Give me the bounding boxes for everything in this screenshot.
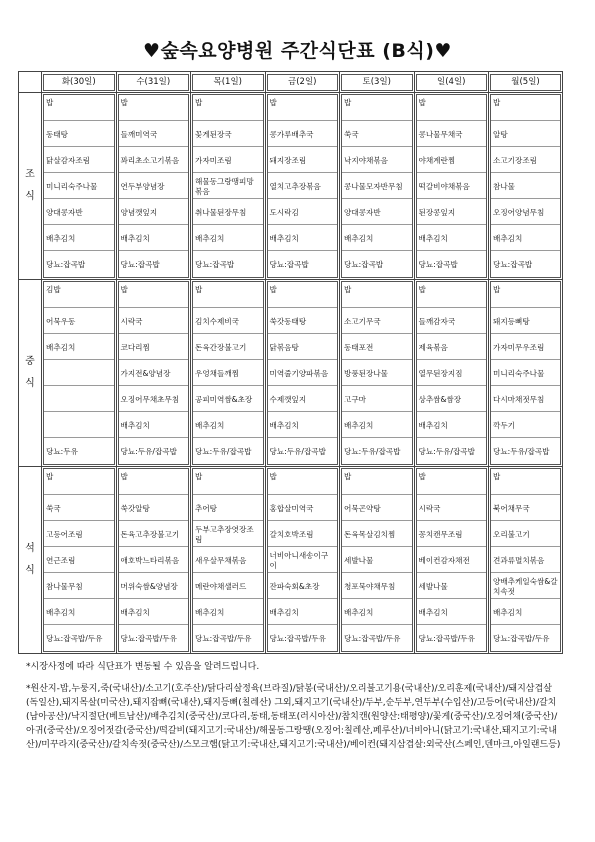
menu-item: 배추김치 <box>268 225 338 251</box>
menu-item: 오리불고기 <box>491 521 560 547</box>
day-header <box>414 72 489 93</box>
menu-item: 밥 <box>491 469 560 495</box>
menu-item: 어묵우동 <box>44 308 114 334</box>
menu-item: 애호박느타리볶음 <box>119 547 189 573</box>
meal-label-char: 조 <box>25 169 35 180</box>
menu-item: 소고기무국 <box>342 308 412 334</box>
menu-item: 시락국 <box>119 308 189 334</box>
menu-item: 당뇨:잡곡밥 <box>195 260 235 270</box>
menu-item: 당뇨:잡곡밥/두유 <box>493 634 550 644</box>
menu-item: 당뇨:잡곡밥 <box>120 260 160 270</box>
origin-info: *원산지-밥,누룽지,죽(국내산)/소고기(호주산)/닭다리살정육(브라질)/닭봉(국내산)/오리불고기용(국내산)/오리훈제(국내산)/돼지삼겹살(독일산),돼지목살(미국산),돼지잡뼈(국내산),돼지등뼈(칠레산) 그외,돼지고기(국내산)/두부,순두부,연두부(수입산)/고등어(국내산)/갈치(남아공산)/낙지절단(베트남산)/배추김치(중국산)/코다리,동태,동태포(러시아산)/참치캔(원양산:태평양)/꽃게(중국산)/오징어채(중국산)/아귀(중국산)/오징어젓갈(중국산)/떡갈비(돼지고기:국내산)/해물동그랑땡(오징어:칠레산,페루산)/너비아니(닭고기:국내산,돼지고기:국내산)/미꾸라지(중국산)/갈치속젓(중국산)/스모크햄(닭고기:국내산,돼지고기:국내산)/베이컨(돼지삼겹살:외국산(스페인,덴마크,아일랜드등) <box>26 684 561 750</box>
menu-item: 된장콩잎지 <box>417 199 487 225</box>
day-menu-cell <box>191 467 266 654</box>
day-menu-cell <box>116 467 191 654</box>
meal-label-char: 식 <box>25 378 35 389</box>
menu-item-list <box>118 94 190 278</box>
menu-item: 배추김치 <box>268 412 338 438</box>
menu-item: 배추김치 <box>193 412 263 438</box>
menu-item: 콩나물모자반무침 <box>342 173 412 199</box>
menu-item: 당뇨:두유/잡곡밥 <box>344 447 401 457</box>
menu-item: 배추김치 <box>119 225 189 251</box>
menu-item: 밥 <box>193 95 263 121</box>
menu-item: 해물동그랑땡피망볶음 <box>193 173 263 199</box>
menu-item: 참나물 <box>491 173 560 199</box>
menu-item-list <box>416 94 488 278</box>
menu-item: 밥 <box>268 95 338 121</box>
menu-item: 밥 <box>417 95 487 121</box>
menu-item: 당뇨:두유/잡곡밥 <box>195 447 252 457</box>
menu-item: 당뇨:잡곡밥/두유 <box>120 634 177 644</box>
day-menu-cell <box>340 93 415 280</box>
day-menu-cell <box>489 280 563 467</box>
day-menu-cell <box>489 467 563 654</box>
menu-item: 닭살감자조림 <box>44 147 114 173</box>
menu-item: 동태탕 <box>44 121 114 147</box>
menu-item: 돈육고추장불고기 <box>119 521 189 547</box>
menu-item: 열무된장지짐 <box>417 360 487 386</box>
menu-item: 당뇨:두유 <box>46 447 78 457</box>
menu-item: 배추김치 <box>342 225 412 251</box>
menu-item: 오징어무채초무침 <box>119 386 189 412</box>
menu-item <box>44 412 114 438</box>
menu-item <box>44 360 114 386</box>
menu-item: 우엉채들깨찜 <box>193 360 263 386</box>
day-menu-cell <box>42 93 117 280</box>
menu-item: 가자미무우조림 <box>491 334 560 360</box>
menu-item-list <box>43 94 115 278</box>
menu-item: 들깨미역국 <box>119 121 189 147</box>
menu-item: 밥 <box>193 282 263 308</box>
menu-item: 쑥갓동태탕 <box>268 308 338 334</box>
day-header <box>116 72 191 93</box>
meal-row <box>19 280 563 467</box>
menu-item: 돈육목살김치찜 <box>342 521 412 547</box>
menu-item-list <box>341 468 413 652</box>
menu-item: 참나물무침 <box>44 573 114 599</box>
day-header <box>489 72 563 93</box>
menu-item-list <box>118 468 190 652</box>
menu-item: 연두부양념장 <box>119 173 189 199</box>
menu-item-list <box>416 281 488 465</box>
day-header <box>191 72 266 93</box>
menu-item: 닭볶음탕 <box>268 334 338 360</box>
menu-item-list <box>490 94 561 278</box>
meal-label <box>19 93 42 280</box>
menu-item: 김밥 <box>44 282 114 308</box>
day-menu-cell <box>414 467 489 654</box>
menu-item: 쑥갓알탕 <box>119 495 189 521</box>
menu-item: 취나물된장무침 <box>193 199 263 225</box>
menu-item: 갈치호박조림 <box>268 521 338 547</box>
menu-item: 연근조림 <box>44 547 114 573</box>
menu-item: 오징어양념무침 <box>491 199 560 225</box>
menu-item: 열치고추장볶음 <box>268 173 338 199</box>
menu-item: 돼지장조림 <box>268 147 338 173</box>
menu-item: 당뇨:두유/잡곡밥 <box>493 447 550 457</box>
day-menu-cell <box>265 93 340 280</box>
menu-item: 제육볶음 <box>417 334 487 360</box>
menu-item: 당뇨:잡곡밥 <box>344 260 384 270</box>
menu-item: 밥 <box>342 95 412 121</box>
menu-item: 쑥국 <box>44 495 114 521</box>
menu-item: 밥 <box>491 282 560 308</box>
menu-item-list <box>341 94 413 278</box>
menu-item: 당뇨:잡곡밥/두유 <box>344 634 401 644</box>
menu-item: 떡갈비야채볶음 <box>417 173 487 199</box>
menu-item: 양대콩자반 <box>44 199 114 225</box>
menu-item: 밥 <box>119 282 189 308</box>
menu-item-list <box>267 94 339 278</box>
day-menu-cell <box>489 93 563 280</box>
meal-label-char: 식 <box>25 191 35 202</box>
menu-item: 홍합살미역국 <box>268 495 338 521</box>
menu-item: 당뇨:잡곡밥 <box>418 260 458 270</box>
meal-row <box>19 467 563 654</box>
menu-item: 두부고추장엿장조림 <box>193 521 263 547</box>
menu-item: 배추김치 <box>119 599 189 625</box>
menu-item: 낙지야채볶음 <box>342 147 412 173</box>
day-label: 금(2일) <box>267 74 339 91</box>
menu-item: 쑥국 <box>342 121 412 147</box>
menu-item: 밥 <box>268 469 338 495</box>
menu-item-list <box>490 468 561 652</box>
menu-item: 어묵곤약탕 <box>342 495 412 521</box>
menu-item: 꽁치캔무조림 <box>417 521 487 547</box>
menu-item: 배추김치 <box>193 599 263 625</box>
menu-item: 잔파숙회&초장 <box>268 573 338 599</box>
menu-item: 너비아니새송이구이 <box>268 547 338 573</box>
menu-item: 견과류멸치볶음 <box>491 547 560 573</box>
menu-item: 고구마 <box>342 386 412 412</box>
menu-item: 동태포전 <box>342 334 412 360</box>
menu-item: 밥 <box>44 469 114 495</box>
menu-item: 밥 <box>119 95 189 121</box>
page-title: ♥숲속요양병원 주간식단표 (B식)♥ <box>143 40 452 62</box>
menu-item: 세발나물 <box>417 573 487 599</box>
menu-item: 콩나물무채국 <box>417 121 487 147</box>
menu-item: 밥 <box>119 469 189 495</box>
menu-item: 당뇨:잡곡밥 <box>269 260 309 270</box>
day-label: 일(4일) <box>416 74 488 91</box>
day-menu-cell <box>42 280 117 467</box>
day-label: 월(5일) <box>490 74 561 91</box>
menu-item: 상추쌈&쌈장 <box>417 386 487 412</box>
menu-item: 밥 <box>491 95 560 121</box>
menu-item: 배추김치 <box>44 334 114 360</box>
menu-item: 청포묵야채무침 <box>342 573 412 599</box>
day-menu-cell <box>116 93 191 280</box>
menu-item: 코다리찜 <box>119 334 189 360</box>
menu-item-list <box>43 281 115 465</box>
day-menu-cell <box>340 280 415 467</box>
menu-item-list <box>267 468 339 652</box>
menu-item: 꽃게된장국 <box>193 121 263 147</box>
menu-item: 당뇨:두유/잡곡밥 <box>418 447 475 457</box>
corner-cell <box>19 72 42 93</box>
day-menu-cell <box>265 467 340 654</box>
menu-item: 배추김치 <box>44 599 114 625</box>
menu-item: 시락국 <box>417 495 487 521</box>
menu-item: 가자미조림 <box>193 147 263 173</box>
menu-item: 돈육간장불고기 <box>193 334 263 360</box>
day-menu-cell <box>340 467 415 654</box>
menu-item: 도시락김 <box>268 199 338 225</box>
day-menu-cell <box>414 280 489 467</box>
menu-item: 다시마채젓무침 <box>491 386 560 412</box>
menu-item: 수제깻잎지 <box>268 386 338 412</box>
menu-item: 배추김치 <box>417 412 487 438</box>
menu-item-list <box>341 281 413 465</box>
meal-label <box>19 467 42 654</box>
menu-item: 들깨감자국 <box>417 308 487 334</box>
weekly-menu-table <box>18 71 563 654</box>
menu-item: 배추김치 <box>119 412 189 438</box>
menu-item: 돼지등뼈탕 <box>491 308 560 334</box>
menu-item: 밥 <box>417 469 487 495</box>
meal-label-char: 중 <box>25 356 35 367</box>
menu-item: 밥 <box>44 95 114 121</box>
menu-item: 당뇨:잡곡밥 <box>493 260 533 270</box>
menu-item: 당뇨:잡곡밥 <box>46 260 86 270</box>
menu-item: 공피미역쌈&초장 <box>193 386 263 412</box>
menu-item: 미니리숙주나물 <box>44 173 114 199</box>
menu-item: 새우살무채볶음 <box>193 547 263 573</box>
day-menu-cell <box>265 280 340 467</box>
menu-item-list <box>192 468 264 652</box>
menu-item: 배추김치 <box>491 225 560 251</box>
menu-item: 당뇨:잡곡밥/두유 <box>195 634 252 644</box>
menu-item: 추어탕 <box>193 495 263 521</box>
day-label: 수(31일) <box>118 74 190 91</box>
meal-label-char: 석 <box>25 543 35 554</box>
day-header <box>340 72 415 93</box>
day-header-row <box>19 72 563 93</box>
day-label: 화(30일) <box>43 74 115 91</box>
menu-item: 밥 <box>417 282 487 308</box>
menu-item-list <box>192 94 264 278</box>
menu-item: 가지전&양념장 <box>119 360 189 386</box>
menu-item-list <box>490 281 561 465</box>
day-menu-cell <box>42 467 117 654</box>
day-menu-cell <box>414 93 489 280</box>
menu-item: 배추김치 <box>44 225 114 251</box>
menu-item: 머위숙쌈&양념장 <box>119 573 189 599</box>
menu-item: 미역줄기양파볶음 <box>268 360 338 386</box>
day-label: 토(3일) <box>341 74 413 91</box>
menu-item: 배추김치 <box>268 599 338 625</box>
menu-item: 미니리숙주나물 <box>491 360 560 386</box>
day-menu-cell <box>116 280 191 467</box>
menu-item: 배추김치 <box>342 599 412 625</box>
menu-item-list <box>416 468 488 652</box>
menu-item-list <box>43 468 115 652</box>
change-notice: *시장사정에 따라 식단표가 변동될 수 있음을 알려드립니다. <box>26 662 260 672</box>
menu-item <box>44 386 114 412</box>
meal-label-char: 식 <box>25 565 35 576</box>
menu-item: 양대콩자반 <box>342 199 412 225</box>
menu-item: 세발나물 <box>342 547 412 573</box>
menu-item: 당뇨:잡곡밥/두유 <box>418 634 475 644</box>
menu-item: 알탕 <box>491 121 560 147</box>
menu-item: 당뇨:잡곡밥/두유 <box>46 634 103 644</box>
day-header <box>265 72 340 93</box>
menu-item: 메란야채샐러드 <box>193 573 263 599</box>
day-label: 목(1일) <box>192 74 264 91</box>
menu-item: 배추김치 <box>417 225 487 251</box>
menu-item: 밥 <box>342 469 412 495</box>
menu-item: 밥 <box>342 282 412 308</box>
day-header <box>42 72 117 93</box>
menu-item: 배추김치 <box>417 599 487 625</box>
menu-item: 배추김치 <box>342 412 412 438</box>
menu-item: 배추김치 <box>193 225 263 251</box>
day-menu-cell <box>191 93 266 280</box>
day-menu-cell <box>191 280 266 467</box>
menu-item: 김치수제비국 <box>193 308 263 334</box>
menu-item-list <box>118 281 190 465</box>
menu-item-list <box>192 281 264 465</box>
menu-item: 베이컨감자채전 <box>417 547 487 573</box>
menu-item: 당뇨:두유/잡곡밥 <box>269 447 326 457</box>
menu-item: 밥 <box>268 282 338 308</box>
menu-item: 배추김치 <box>491 599 560 625</box>
meal-label <box>19 280 42 467</box>
meal-row <box>19 93 563 280</box>
menu-item: 콩가루배추국 <box>268 121 338 147</box>
menu-item: 양념깻잎지 <box>119 199 189 225</box>
menu-item: 방풍된장나물 <box>342 360 412 386</box>
menu-item: 당뇨:잡곡밥/두유 <box>269 634 326 644</box>
menu-item: 양배추케일숙쌈&갈치속젓 <box>491 573 560 599</box>
menu-item: 북어채무국 <box>491 495 560 521</box>
menu-item: 꽈리초소고기볶음 <box>119 147 189 173</box>
menu-item: 고등어조림 <box>44 521 114 547</box>
menu-item: 소고기장조림 <box>491 147 560 173</box>
menu-item-list <box>267 281 339 465</box>
menu-item: 깍두기 <box>491 412 560 438</box>
menu-item: 야채계란찜 <box>417 147 487 173</box>
menu-item: 밥 <box>193 469 263 495</box>
menu-item: 당뇨:두유/잡곡밥 <box>120 447 177 457</box>
notes-section <box>26 660 561 752</box>
